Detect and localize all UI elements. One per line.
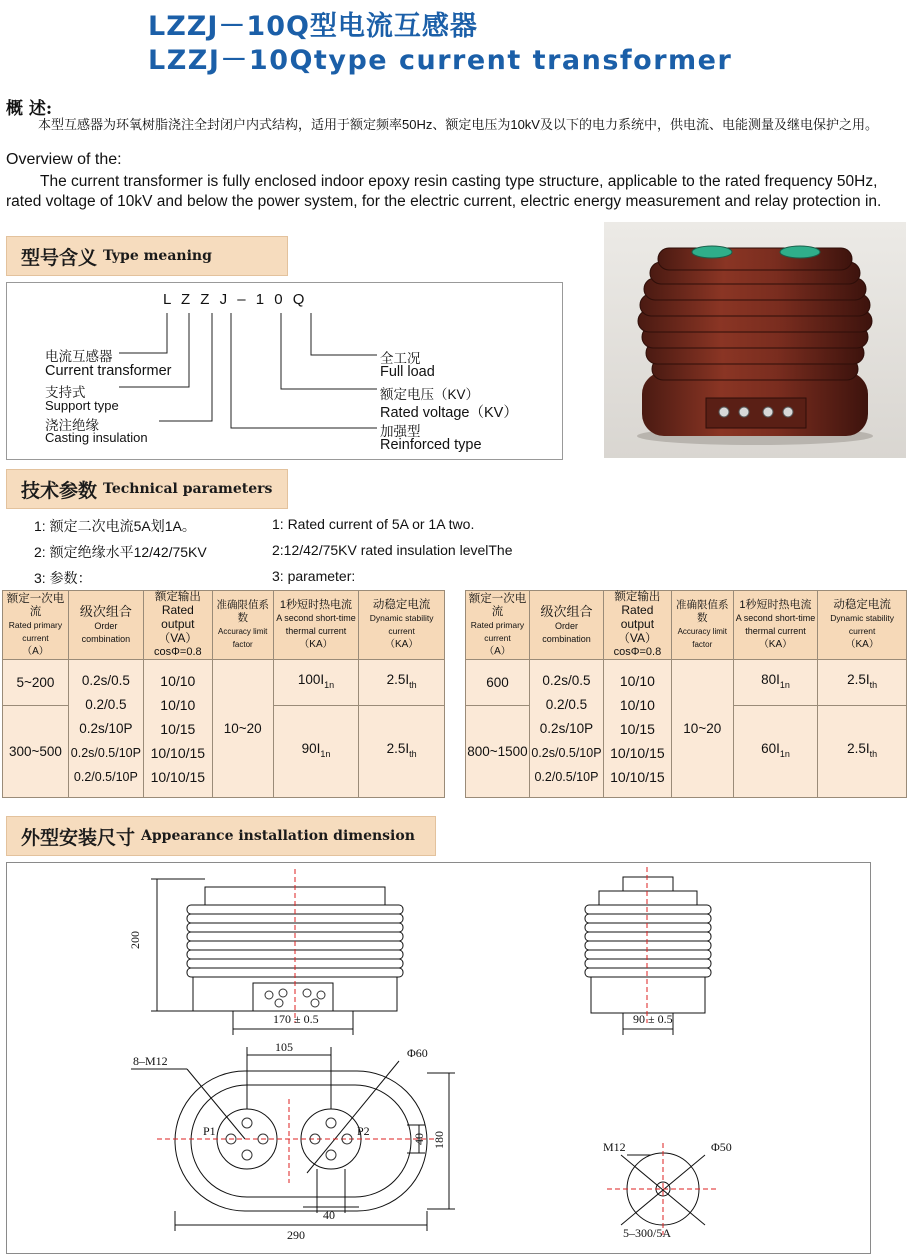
label-current-transformer-en: Current transformer (45, 363, 172, 379)
dim-90: 90 ± 0.5 (633, 1012, 673, 1026)
tech-params-band (6, 469, 288, 509)
header-order-combination: 级次组合 Order combination (68, 591, 143, 660)
header-dynamic-current: 动稳定电流 Dynamic stability current （KA） (359, 591, 445, 660)
label-support-type-cn: 支持式 (45, 385, 86, 400)
label-reinforced-en: Reinforced type (380, 437, 482, 453)
cell-alf: 10~20 (671, 660, 733, 798)
header-accuracy-limit: 准确限值系数 Accuracy limit factor (212, 591, 273, 660)
header-rated-primary: 额定一次电流 Rated primary current （A） (3, 591, 69, 660)
overview-heading: 概 述: (6, 99, 53, 119)
dim-105: 105 (275, 1040, 293, 1054)
dimension-title-cn: 外型安装尺寸 (21, 826, 136, 849)
dimension-drawing (6, 862, 871, 1254)
port-p1: P1 (203, 1124, 216, 1138)
header-rated-output: 额定输出 Rated output （VA） cosΦ=0.8 (603, 591, 671, 660)
title-en: LZZJ－10Qtype current transformer (148, 45, 733, 76)
label-casting-insulation-en: Casting insulation (45, 430, 148, 445)
cell-outputs: 10/10 10/10 10/15 10/10/15 10/10/15 (603, 660, 671, 798)
cell-thermal: $60I_{1n}$ (733, 706, 818, 798)
cell-current: 5~200 (3, 660, 69, 706)
header-accuracy-limit: 准确限值系数 Accuracy limit factor (671, 591, 733, 660)
table-header-row (3, 591, 445, 660)
label-rated-voltage-en: Rated voltage（KV） (380, 405, 518, 421)
dimension-title-en: Appearance installation dimension (141, 828, 415, 844)
cell-thermal: $100I_{1n}$ (273, 660, 359, 706)
dim-180: 180 (432, 1131, 446, 1149)
type-meaning-band (6, 236, 288, 276)
label-full-load-en: Full load (380, 364, 435, 380)
label-rated-voltage-cn: 额定电压（KV） (380, 387, 480, 402)
note-3-en: 3: parameter: (272, 568, 356, 584)
cell-dynamic: $2.5I_{th}$ (818, 660, 907, 706)
label-casting-insulation-cn: 浇注绝缘 (45, 418, 99, 433)
note-2-en: 2:12/42/75KV rated insulation levelThe (272, 542, 513, 558)
note-3-cn: 3: 参数： (34, 570, 92, 586)
dim-40-vertical: 40 (412, 1133, 426, 1145)
cell-thermal: $80I_{1n}$ (733, 660, 818, 706)
note-1-cn: 1: 额定二次电流5A划1A。 (34, 518, 196, 534)
cell-current: 600 (466, 660, 530, 706)
label-reinforced-cn: 加强型 (380, 424, 421, 439)
cell-dynamic: $2.5I_{th}$ (818, 706, 907, 798)
label-full-load-cn: 全工况 (380, 351, 421, 366)
tech-params-title-en: Technical parameters (103, 481, 273, 497)
header-dynamic-current: 动稳定电流 Dynamic stability current （KA） (818, 591, 907, 660)
dim-m12: M12 (603, 1140, 626, 1154)
note-1-en: 1: Rated current of 5A or 1A two. (272, 516, 475, 532)
center-lines (157, 867, 719, 1235)
dim-8-m12: 8–M12 (133, 1054, 168, 1068)
product-photo (604, 222, 906, 458)
cell-outputs: 10/10 10/10 10/15 10/10/15 10/10/15 (143, 660, 212, 798)
type-meaning-diagram (6, 282, 563, 460)
note-2-cn: 2: 额定绝缘水平12/42/75KV (34, 544, 207, 560)
header-thermal-current: 1秒短时热电流 A second short-time thermal current （KA） (733, 591, 818, 660)
header-order-combination: 级次组合 Order combination (529, 591, 603, 660)
table-row (466, 660, 907, 706)
header-rated-primary: 额定一次电流 Rated primary current （A） (466, 591, 530, 660)
cell-dynamic: $2.5I_{th}$ (359, 706, 445, 798)
spec-table-left (2, 590, 445, 798)
dimension-svg (7, 863, 872, 1255)
header-rated-output: 额定输出 Rated output （VA） cosΦ=0.8 (143, 591, 212, 660)
port-p2: P2 (357, 1124, 370, 1138)
dim-phi50: Φ50 (711, 1140, 732, 1154)
transformer-illustration (604, 222, 906, 458)
table-header-row (466, 591, 907, 660)
dim-200: 200 (128, 931, 142, 949)
cell-thermal: $90I_{1n}$ (273, 706, 359, 798)
dimension-band (6, 816, 436, 856)
type-meaning-title-cn: 型号含义 (21, 246, 98, 269)
tech-params-title-cn: 技术参数 (21, 479, 98, 502)
cell-orders: 0.2s/0.5 0.2/0.5 0.2s/10P 0.2s/0.5/10P 0.2/0.5/10P (68, 660, 143, 798)
cell-dynamic: $2.5I_{th}$ (359, 660, 445, 706)
dim-phi60: Φ60 (407, 1046, 428, 1060)
overview-text-cn: 本型互感器为环氧树脂浇注全封闭户内式结构，适用于额定频率50Hz、额定电压为10kV及以下的电力系统中，供电流、电能测量及继电保护之用。 (38, 117, 878, 132)
title-cn: LZZJ－10Q型电流互感器 (148, 11, 478, 42)
dim-ratio: 5–300/5A (623, 1226, 671, 1240)
header-thermal-current: 1秒短时热电流 A second short-time thermal current （KA） (273, 591, 359, 660)
model-code: L Z Z J – 1 0 Q (163, 291, 308, 308)
spec-table-right (465, 590, 907, 798)
dim-290: 290 (287, 1228, 305, 1242)
label-support-type-en: Support type (45, 398, 119, 413)
cell-current: 800~1500 (466, 706, 530, 798)
label-current-transformer-cn: 电流互感器 (45, 349, 113, 364)
type-meaning-title-en: Type meaning (103, 248, 212, 264)
overview-heading-en: Overview of the: (6, 151, 122, 168)
dim-40-horizontal: 40 (323, 1208, 335, 1222)
cell-orders: 0.2s/0.5 0.2/0.5 0.2s/10P 0.2s/0.5/10P 0.2/0.5/10P (529, 660, 603, 798)
dim-170: 170 ± 0.5 (273, 1012, 319, 1026)
table-row (3, 660, 445, 706)
cell-current: 300~500 (3, 706, 69, 798)
overview-text-en: The current transformer is fully enclosed indoor epoxy resin casting type structure, applicable to the rated frequency 50Hz, rated voltage of 10kV and below the power system, for the electric current, electric energy measurement and relay protection in. (6, 173, 882, 210)
cell-alf: 10~20 (212, 660, 273, 798)
